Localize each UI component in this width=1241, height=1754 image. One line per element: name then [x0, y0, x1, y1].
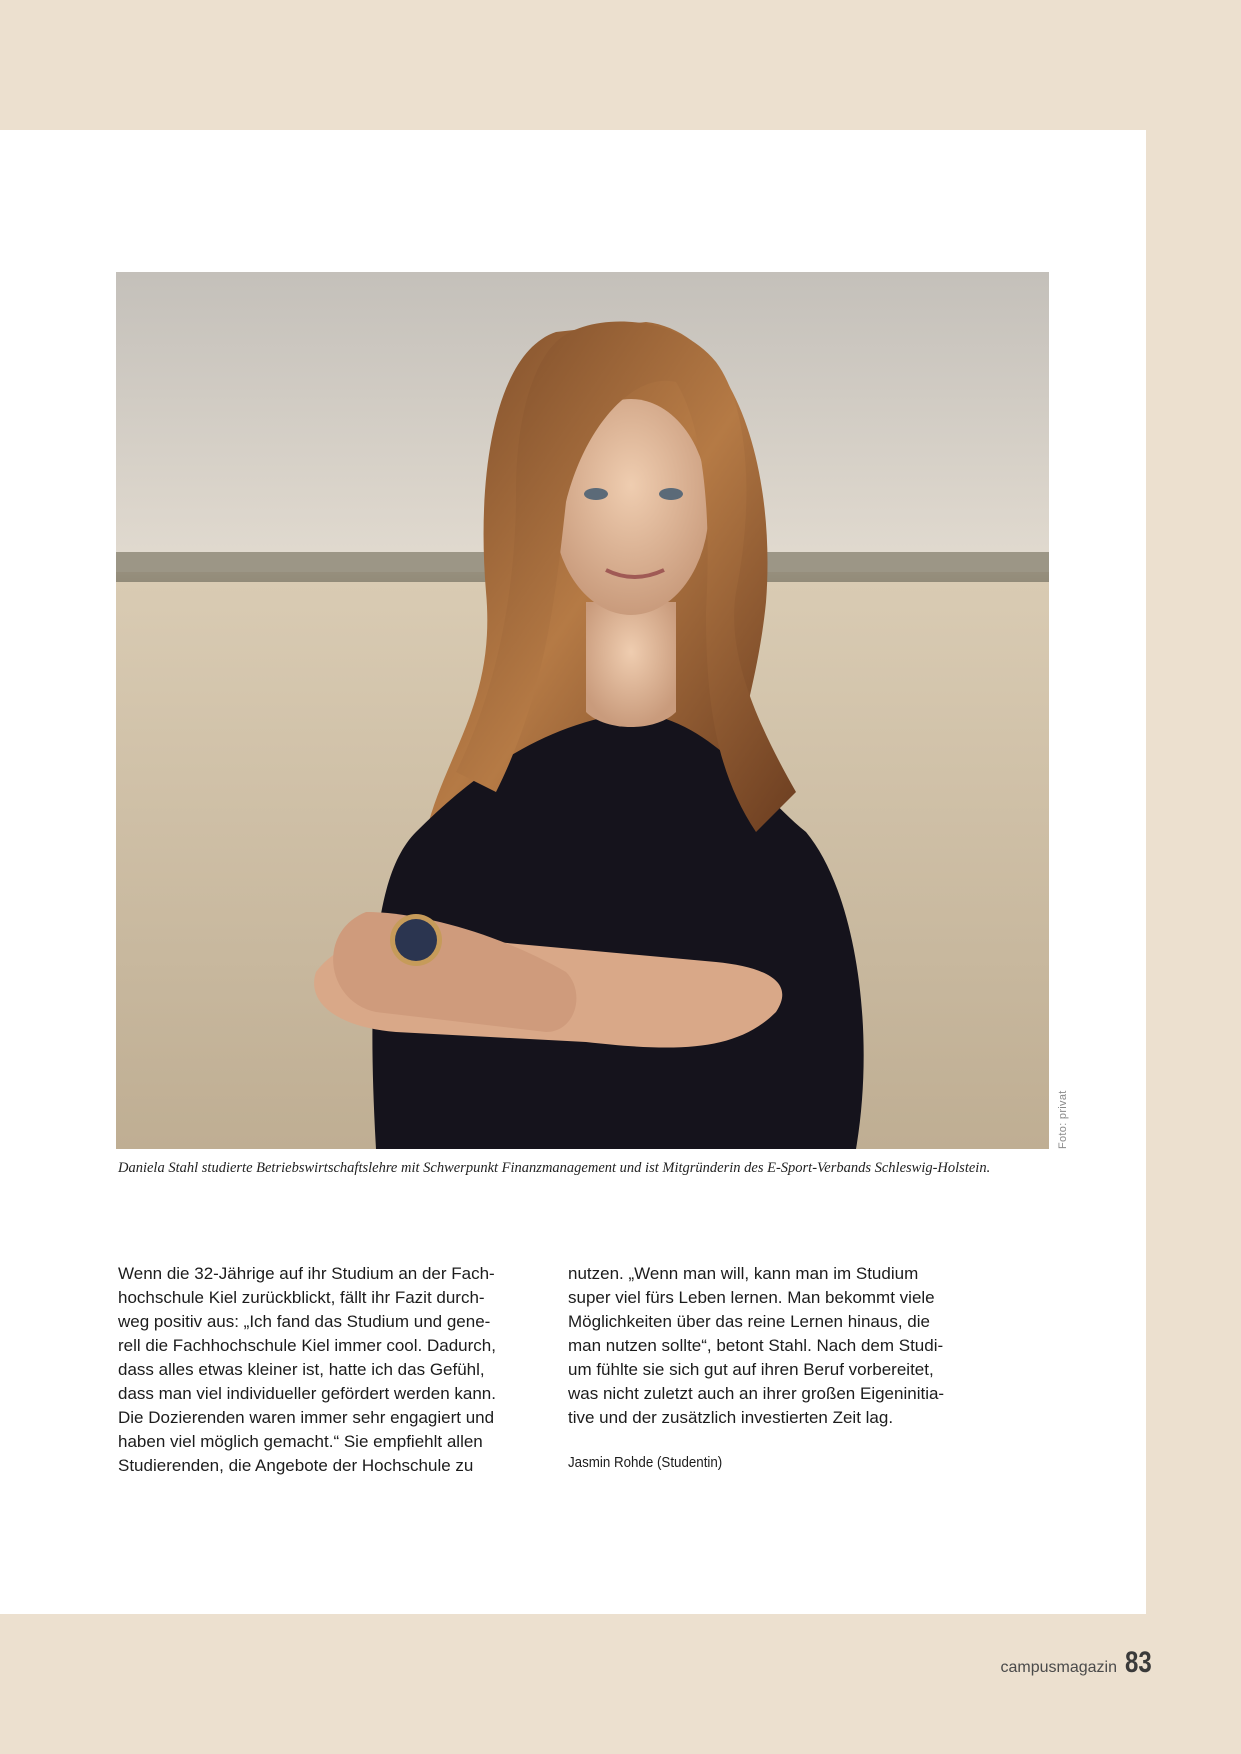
article-line: rell die Fachhochschule Kiel immer cool. Dadurch, — [118, 1336, 496, 1355]
article-line: dass man viel individueller gefördert werden kann. — [118, 1384, 496, 1403]
photo-caption: Daniela Stahl studierte Betriebswirtschaftslehre mit Schwerpunkt Finanzmanagement und ist Mitgründerin des E-Sport-Verbands Schleswig-Holstein. — [118, 1160, 991, 1176]
article-line: Wenn die 32-Jährige auf ihr Studium an der Fach- — [118, 1264, 495, 1283]
portrait-photo — [116, 272, 1049, 1149]
article-line: dass alles etwas kleiner ist, hatte ich das Gefühl, — [118, 1360, 485, 1379]
article-line: Studierenden, die Angebote der Hochschule zu — [118, 1456, 474, 1475]
article-line: Möglichkeiten über das reine Lernen hinaus, die — [568, 1312, 930, 1331]
photo-credit: Foto: privat — [1057, 1090, 1069, 1149]
magazine-name: campusmagazin — [1000, 1659, 1117, 1676]
article-column-right — [568, 1262, 1008, 1430]
article-line: tive und der zusätzlich investierten Zeit lag. — [568, 1408, 894, 1427]
article-line: was nicht zuletzt auch an ihrer großen Eigeninitia- — [568, 1384, 945, 1403]
article-line: Die Dozierenden waren immer sehr engagiert und — [118, 1408, 495, 1427]
page-number: 83 — [1125, 1646, 1152, 1679]
article-line: hochschule Kiel zurückblickt, fällt ihr Fazit durch- — [118, 1288, 485, 1307]
portrait-illustration — [116, 272, 1049, 1149]
article-line: nutzen. „Wenn man will, kann man im Studium — [568, 1264, 919, 1283]
article-author: Jasmin Rohde (Studentin) — [568, 1455, 723, 1471]
article-line: man nutzen sollte“, betont Stahl. Nach dem Studi- — [568, 1336, 944, 1355]
article-column-left — [118, 1262, 558, 1478]
article-line: um fühlte sie sich gut auf ihren Beruf vorbereitet, — [568, 1360, 934, 1379]
article-line: weg positiv aus: „Ich fand das Studium und gene- — [118, 1312, 491, 1331]
article-line: haben viel möglich gemacht.“ Sie empfiehlt allen — [118, 1432, 483, 1451]
article-line: super viel fürs Leben lernen. Man bekommt viele — [568, 1288, 935, 1307]
page-footer — [1001, 1646, 1154, 1680]
